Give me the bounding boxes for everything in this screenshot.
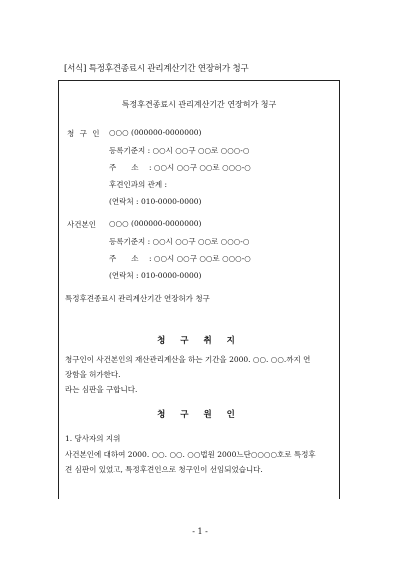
principal-registry: 등록기준지 : ○○시 ○○구 ○○로 ○○○-○ [109,237,250,246]
purpose-line: 청구인이 사건본인의 재산관리계산을 하는 기간을 2000. ○○. ○○.까지 연 [65,355,311,364]
purpose-paragraph [65,352,331,397]
purpose-line: 장함을 허가한다. [65,370,121,379]
claimant-contact: (연락처 : 010-0000-0000) [109,197,202,206]
principal-address: : ○○시 ○○구 ○○로 ○○○-○ [149,254,251,263]
principal-label: 사건본인 [67,220,96,229]
principal-contact: (연락처 : 010-0000-0000) [109,271,202,280]
cause-item1-title: 1. 당사자의 지위 [65,434,121,443]
purpose-line: 라는 심판을 구합니다. [65,385,138,394]
cause-heading: 청 구 원 인 [157,410,241,420]
document-title: 특정후견종료시 관리계산기간 연장허가 청구 [121,100,277,109]
form-label: [서식] 특정후견종료시 관리계산기간 연장허가 청구 [64,64,249,74]
cause-line: 사건본인에 대하여 2000. ○○. ○○. ○○법원 2000느단○○○○호로 특정후 [65,450,316,459]
claimant-registry: 등록기준지 : ○○시 ○○구 ○○로 ○○○-○ [109,146,250,155]
claimant-name: ○○○ (000000-0000000) [109,128,202,137]
claimant-address-label: 주 소 [109,163,139,172]
claimant-relation: 후견인과의 관계 : [109,180,168,189]
cause-item1-paragraph [65,447,331,477]
document-box [58,80,340,499]
principal-name: ○○○ (000000-0000000) [109,219,202,228]
claimant-address: : ○○시 ○○구 ○○로 ○○○-○ [149,163,251,172]
subject-line: 특정후견종료시 관리계산기간 연장허가 청구 [65,294,210,303]
principal-address-label: 주 소 [109,254,139,263]
page-number: - 1 - [192,527,208,536]
purpose-heading: 청 구 취 지 [157,336,241,346]
claimant-label: 청 구 인 [67,129,102,138]
cause-line: 견 심판이 있었고, 특정후견인으로 청구인이 선임되었습니다. [65,465,263,474]
